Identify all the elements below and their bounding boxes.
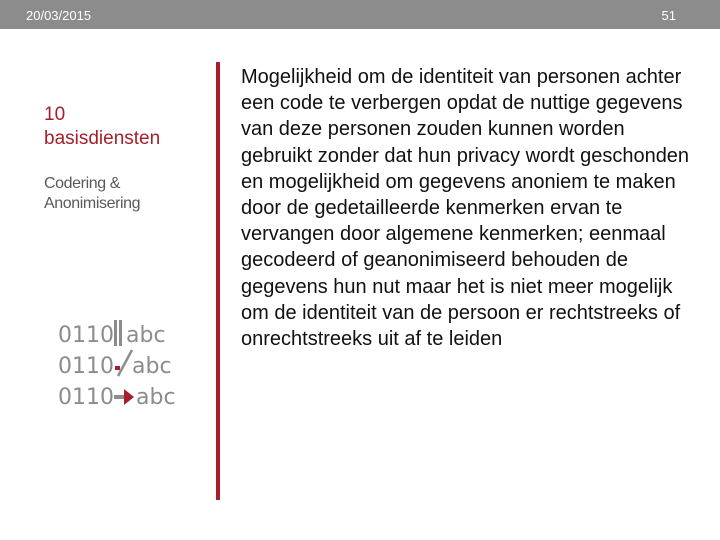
- slide-date: 20/03/2015: [26, 8, 92, 23]
- illustration-row3-text: abc: [136, 385, 176, 410]
- separator-bar-icon: [114, 320, 117, 346]
- encoding-anonymisation-icon: [58, 316, 188, 412]
- illustration-row3-bits: 0110: [58, 385, 114, 410]
- section-title-label: basisdiensten: [44, 128, 161, 149]
- body-text: Mogelijkheid om de identiteit van personen achter een code te verbergen opdat de nuttige gegevens van deze personen zouden kunnen worden gebruikt zonder dat hun privacy wordt geschonden en mogelijkheid om gegevens anoniem te maken door de gedetailleerde kenmerken ervan te vervangen door algemene kenmerken; eenmaal gecodeerd of geanonimiseerd behouden de gegevens hun nut maar het is niet meer mogelijk om de identiteit van de persoon er rechtstreeks of onrechtstreeks uit af te leiden: [241, 66, 690, 351]
- slide-page-number: 51: [661, 8, 676, 23]
- section-subtitle: [44, 174, 214, 214]
- separator-bar-icon: [119, 320, 122, 346]
- header-bar: [0, 0, 720, 29]
- illustration-row2-bits: 0110: [58, 354, 114, 379]
- section-title-number: 10: [44, 104, 66, 125]
- vertical-divider: [216, 62, 220, 500]
- section-subtitle-line2: Anonimisering: [44, 195, 141, 212]
- arrow-right-icon: [124, 389, 134, 405]
- illustration-row1-bits: 0110: [58, 323, 114, 348]
- section-title: [44, 103, 214, 151]
- section-subtitle-line1: Codering &: [44, 175, 121, 192]
- illustration-row1-text: abc: [126, 323, 166, 348]
- illustration-row2-text: abc: [132, 354, 172, 379]
- accent-mark-icon: [115, 366, 120, 370]
- slash-icon: [118, 350, 132, 376]
